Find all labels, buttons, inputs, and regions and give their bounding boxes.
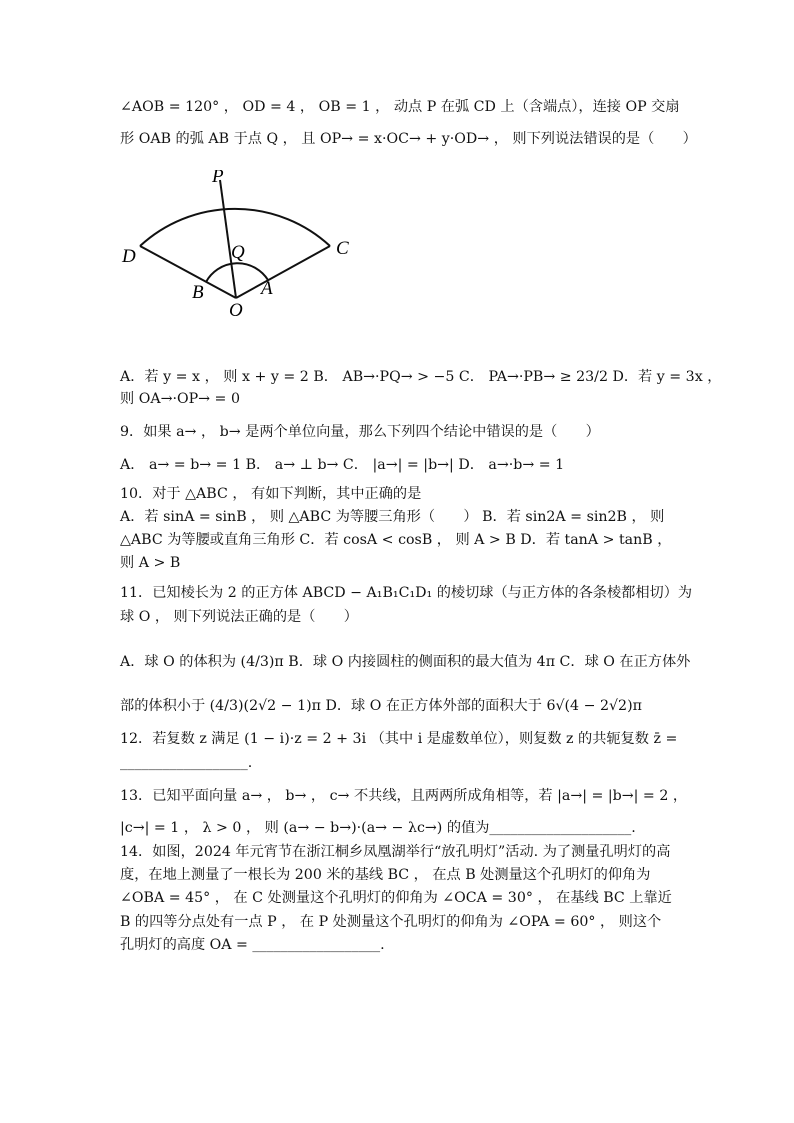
q14-line-2: 度，在地上测量了一根长为 200 米的基线 BC ， 在点 B 处测量这个孔明灯的仰角为	[120, 867, 651, 883]
q9-stem: 9．如果 a→ ， b→ 是两个单位向量，那么下列四个结论中错误的是（ ）	[120, 424, 600, 440]
label-a: A	[261, 278, 273, 299]
q13-stem-1: 13．已知平面向量 a→ ， b→ ， c→ 不共线，且两两所成角相等，若 |a→| = |b→| = 2 ，	[120, 788, 688, 804]
label-b: B	[192, 282, 204, 303]
q12-blank: __________________.	[120, 755, 253, 771]
label-o: O	[229, 300, 243, 320]
segment-od	[140, 246, 236, 298]
q11-options-1: A．球 O 的体积为 (4/3)π B．球 O 内接圆柱的侧面积的最大值为 4π C．球 O 在正方体外	[120, 654, 691, 670]
q14-line-4: B 的四等分点处有一点 P ， 在 P 处测量这个孔明灯的仰角为 ∠OPA = 60° ， 则这个	[120, 914, 662, 930]
q8-stem-line-2: 形 OAB 的弧 AB 于点 Q ， 且 OP→ = x·OC→ + y·OD→ ， 则下列说法错误的是（ ）	[120, 131, 697, 147]
q10-stem: 10．对于 △ABC ， 有如下判断，其中正确的是	[120, 486, 422, 502]
label-q: Q	[231, 242, 245, 263]
segment-op	[220, 180, 236, 298]
segment-oc	[236, 246, 330, 298]
arc-cd	[140, 209, 330, 246]
q11-stem-2: 球 O ， 则下列说法正确的是（ ）	[120, 609, 358, 625]
q11-options-2: 部的体积小于 (4/3)(2√2 − 1)π D．球 O 在正方体外部的面积大于 6√(4 − 2√2)π	[120, 698, 642, 714]
label-d: D	[122, 246, 136, 267]
q10-options-2: △ABC 为等腰或直角三角形 C．若 cosA < cosB ， 则 A > B D．若 tanA > tanB ，	[120, 532, 672, 548]
q9-options: A． a→ = b→ = 1 B． a→ ⊥ b→ C． |a→| = |b→| D． a→·b→ = 1	[120, 457, 565, 473]
q14-line-3: ∠OBA = 45° ， 在 C 处测量这个孔明灯的仰角为 ∠OCA = 30° ， 在基线 BC 上靠近	[120, 890, 672, 906]
label-p: P	[212, 170, 224, 187]
q8-option-d-cont: 则 OA→·OP→ = 0	[120, 391, 240, 407]
q14-line-1: 14．如图，2024 年元宵节在浙江桐乡凤凰湖举行“放孔明灯”活动. 为了测量孔明灯的高	[120, 844, 671, 860]
sector-figure	[110, 170, 370, 320]
q10-options-3: 则 A > B	[120, 555, 181, 571]
q8-stem-line-1: ∠AOB = 120° ， OD = 4 ， OB = 1 ， 动点 P 在弧 CD 上（含端点），连接 OP 交扇	[120, 99, 680, 115]
q14-line-5: 孔明灯的高度 OA = __________________.	[120, 937, 385, 953]
q11-stem-1: 11．已知棱长为 2 的正方体 ABCD − A₁B₁C₁D₁ 的棱切球（与正方体的各条棱都相切）为	[120, 585, 693, 601]
label-c: C	[336, 238, 349, 259]
q12-stem: 12．若复数 z 满足 (1 − i)·z = 2 + 3i （其中 i 是虚数单位），则复数 z 的共轭复数 z̄ =	[120, 731, 678, 747]
q13-stem-2: |c→| = 1 ， λ > 0 ， 则 (a→ − b→)·(a→ − λc→) 的值为____________________.	[120, 820, 636, 836]
q10-options-1: A．若 sinA = sinB ， 则 △ABC 为等腰三角形（ ） B．若 sin2A = sin2B ， 则	[120, 509, 665, 525]
q8-options-line: A．若 y = x ， 则 x + y = 2 B． AB→·PQ→ > −5 C． PA→·PB→ ≥ 23/2 D．若 y = 3x ，	[120, 369, 722, 385]
arc-ab	[206, 263, 268, 282]
